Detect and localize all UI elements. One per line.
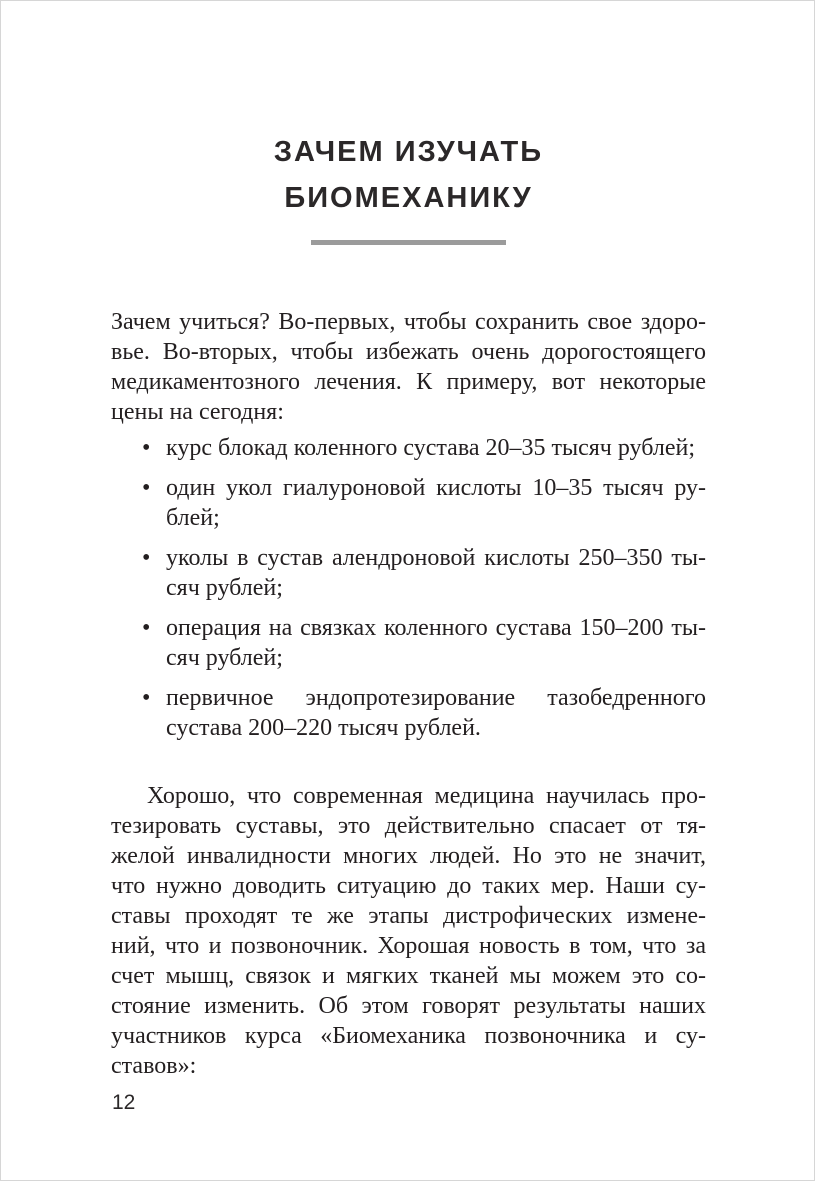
list-item	[111, 543, 706, 603]
list-item-text	[166, 683, 706, 743]
list-item-text	[166, 543, 706, 603]
text-line: ставы проходят те же этапы дистрофических измене-	[111, 903, 706, 930]
list-item	[111, 613, 706, 673]
bullet-icon: •	[142, 435, 151, 462]
list-item	[111, 473, 706, 533]
text-line: Хорошо, что современная медицина научилась про-	[147, 783, 706, 810]
text-line: что нужно доводить ситуацию до таких мер. Наши су-	[111, 873, 706, 900]
text-line: Зачем учиться? Во-первых, чтобы сохранить свое здоро-	[111, 309, 706, 336]
text-line: блей;	[166, 505, 220, 532]
text-line: один укол гиалуроновой кислоты 10–35 тысяч ру-	[166, 475, 706, 502]
page-number: 12	[112, 1091, 136, 1114]
list-item	[111, 683, 706, 743]
text-line: медикаментозного лечения. К примеру, вот некоторые	[111, 369, 706, 396]
text-line: сяч рублей;	[166, 575, 283, 602]
bullet-icon: •	[142, 475, 151, 502]
text-line: ний, что и позвоночник. Хорошая новость в том, что за	[111, 933, 706, 960]
list-item-text	[166, 433, 706, 463]
text-line: вье. Во-вторых, чтобы избежать очень дорогостоящего	[111, 339, 706, 366]
bullet-icon: •	[142, 545, 151, 572]
text-line: желой инвалидности многих людей. Но это не значит,	[111, 843, 706, 870]
title-divider	[311, 240, 506, 245]
text-line: цены на сегодня:	[111, 399, 284, 426]
text-line: сяч рублей;	[166, 645, 283, 672]
price-list	[111, 433, 706, 743]
intro-paragraph	[111, 307, 706, 427]
list-item-text	[166, 613, 706, 673]
text-line: участников курса «Биомеханика позвоночника и су-	[111, 1023, 706, 1050]
text-line: первичное эндопротезирование тазобедренного	[166, 685, 706, 712]
text-line: стояние изменить. Об этом говорят результаты наших	[111, 993, 706, 1020]
text-line: ЗАЧЕМ ИЗУЧАТЬ	[273, 136, 544, 168]
text-line: сустава 200–220 тысяч рублей.	[166, 715, 481, 742]
body-paragraph	[111, 781, 706, 1081]
list-item	[111, 433, 706, 463]
text-line: счет мышц, связок и мягких тканей мы можем это со-	[111, 963, 706, 990]
text-line: тезировать суставы, это действительно спасает от тя-	[111, 813, 706, 840]
list-item-text	[166, 473, 706, 533]
text-line: операция на связках коленного сустава 150–200 ты-	[166, 615, 706, 642]
text-line: уколы в сустав алендроновой кислоты 250–350 ты-	[166, 545, 706, 572]
text-line: ставов»:	[111, 1053, 197, 1080]
page-content	[1, 129, 814, 1081]
body-text	[111, 307, 706, 1081]
chapter-title	[111, 129, 706, 221]
text-line: курс блокад коленного сустава 20–35 тысяч рублей;	[166, 435, 695, 462]
bullet-icon: •	[142, 685, 151, 712]
bullet-icon: •	[142, 615, 151, 642]
text-line: БИОМЕХАНИКУ	[284, 182, 533, 214]
